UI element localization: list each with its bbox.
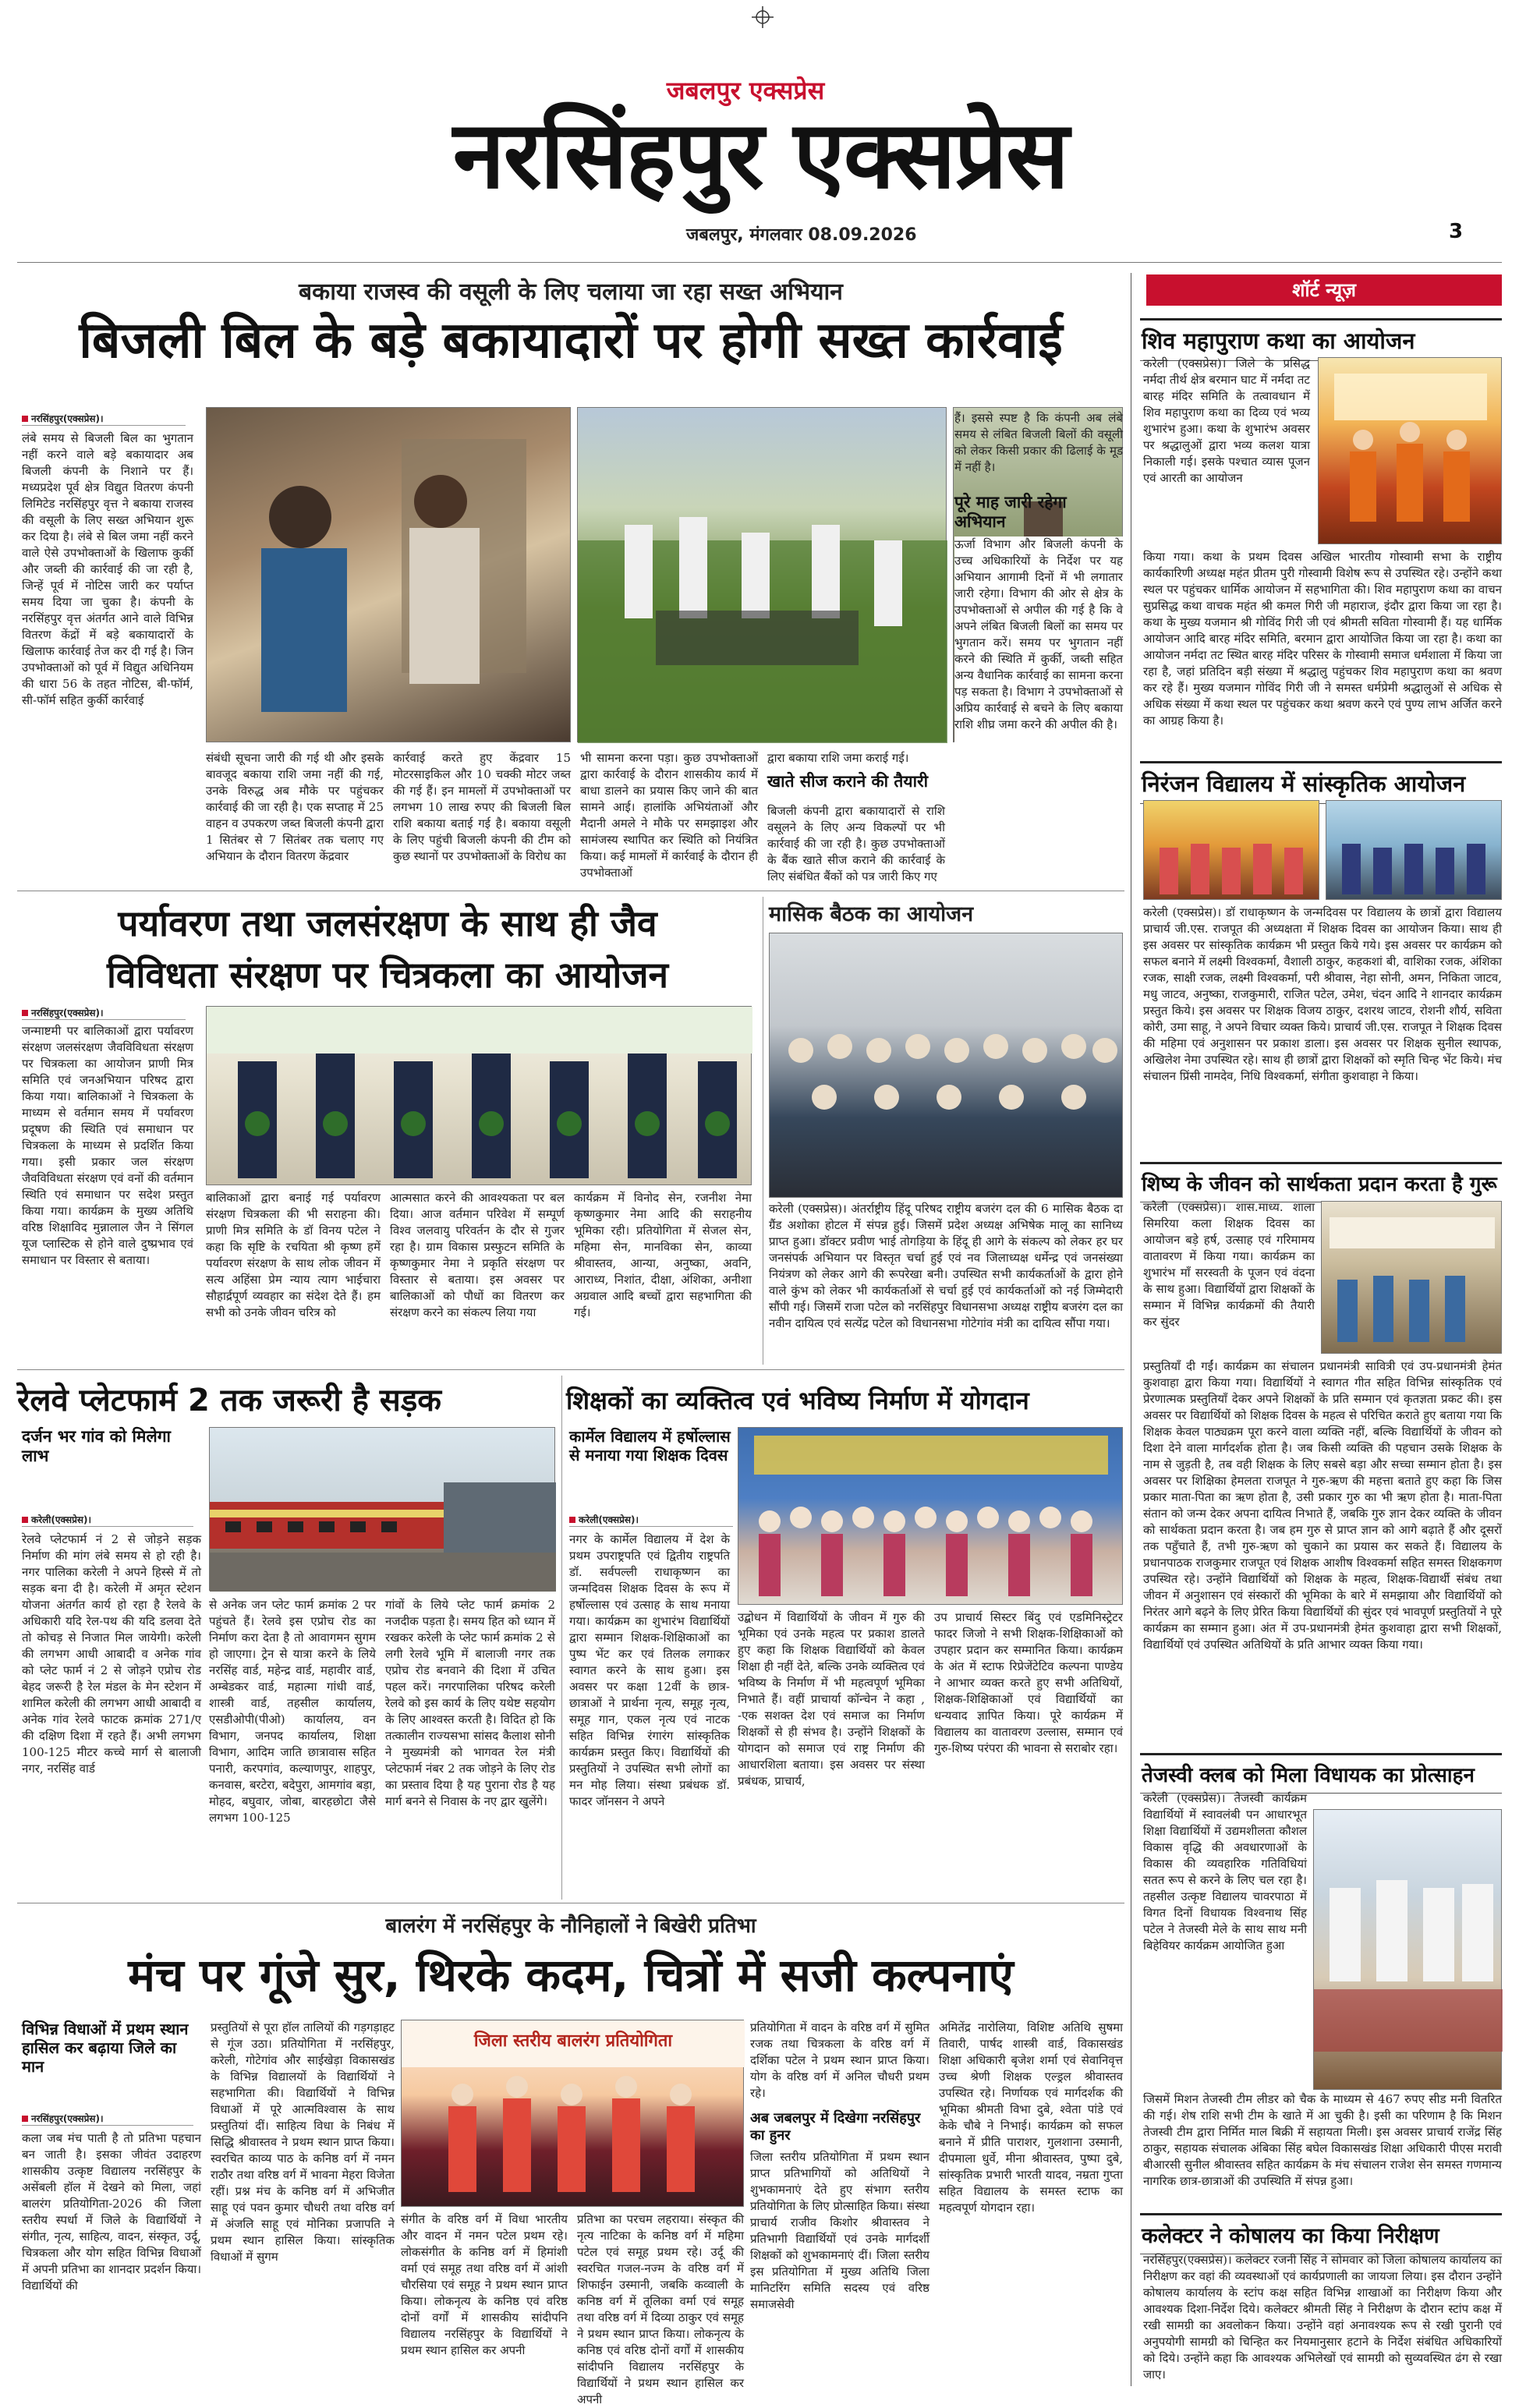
sidebar-item1-headline: शिव महापुराण कथा का आयोजन	[1140, 318, 1502, 361]
story6-byline: नरसिंहपुर(एक्सप्रेस)।	[22, 2112, 193, 2126]
sidebar-item2-headline: निरंजन विद्यालय में सांस्कृतिक आयोजन	[1140, 761, 1502, 804]
story6-col3: संगीत के वरिष्ठ वर्ग में विधा भारतीय और वादन में नमन पटेल प्रथम रहे। लोकसंगीत के कनिष्ठ वर्ग में हिमांशी वर्मा एवं समूह तथा वरिष्ठ वर्ग में आंशी चौरसिया एवं समूह ने प्रथम स्थान प्राप्त किया। लोकनृत्य के कनिष्ठ एवं वरिष्ठ दोनों वर्गों में शासकीय सांदीपनि विद्यालय नरसिंहपुर के विद्यार्थियों ने प्रथम स्थान हासिल कर अपनी	[401, 2212, 568, 2357]
sidebar-tag: शॉर्ट न्यूज़	[1146, 274, 1502, 306]
story4-byline: करेली(एक्सप्रेस)।	[22, 1513, 193, 1527]
masthead-rule	[17, 262, 1502, 263]
divider-story4-story5	[561, 1376, 562, 1900]
story4-col1: रेलवे प्लेटफार्म नं 2 से जोड़ने सड़क निर्माण की मांग लंबे समय से हो रही है। नगर पालिका करेली ने अपने हिस्से में तो सड़क बना दी है। करेली में अमृत स्टेशन योजना अंतर्गत कार्य हो रहा है रेलवे के अधिकारी यदि रेल-पथ की यदि डलवा देते तो कोचड़ से निजात मिल जायेगी। करेली की लगभग आधी आबादी व अनेक गांव को प्लेट फार्म नं 2 से जोड़ने एप्रोच रोड बेहद जरूरी है रेल मंडल के मेन स्टेशन में शामिल करेली की लगभग आधी आबादी व अनेक गांव रेलवे फाटक क्रमांक 271/ए की दक्षिण दिशा में रहते हैं। अभी लगभग 100-125 मीटर कच्चे मार्ग से बालाजी नगर, नरसिंह वार्ड	[22, 1532, 201, 1776]
story1-col2: संबंधी सूचना जारी की गई थी और इसके बावजूद बकाया राशि जमा नहीं की गई, उनके विरुद्ध अब मौके पर पहुंचकर कार्रवाई की जा रही है। एक सप्ताह में 25 वाहन व उपकरण जब्त बिजली कंपनी द्वारा 1 सितंबर से 7 सितंबर तक चलाए गए अभियान के दौरान वितरण केंद्रवार	[206, 751, 384, 863]
masthead-dateline: जबलपुर, मंगलवार 08.09.2026	[686, 225, 917, 245]
story4-col2: से अनेक जन प्लेट फार्म क्रमांक 2 पर पहुंचते हैं। रेलवे इस एप्रोच रोड का निर्माण करा देता है तो आवागमन सुगम हो जाएगा। ट्रेन से यात्रा करने के लिये नरसिंह वार्ड, महेन्द्र वार्ड, महावीर वार्ड, अम्बेडकर वार्ड, महात्मा गांधी वार्ड, शास्त्री वार्ड, तहसील कार्यालय, एसडीओपी(पीओ) कार्यालय, वन विभाग, जनपद कार्यालय, शिक्षा विभाग, आदिम जाति छात्रावास सहित पनारी, करपगांव, कल्याणपुर, शाहपुर, कनवास, बरटेरा, बदेपुरा, आमगांव बड़ा, मोहद, बघुवार, जोबा, बारहछोटा जैसे लगभग 100-125	[209, 1598, 376, 1825]
story6-headline: मंच पर गूंजे सुर, थिरके कदम, चित्रों में सजी कल्पनाएं	[128, 1949, 1014, 2002]
story2-col3: आत्मसात करने की आवश्यकता पर बल दिया। आज वर्तमान परिवेश में सम्पूर्ण विश्व जलवायु परिवर्तन के दौर से गुजर रहा है। ग्राम विकास प्रस्फुटन समिति के कृष्णकुमार नेमा ने प्रकृति संरक्षण पर विस्तार से बताया। इस अवसर पर बालिकाओं को पौधों का वितरण कर संरक्षण करने का संकल्प लिया गया	[390, 1191, 565, 1319]
registration-mark	[752, 6, 774, 28]
page-number: 3	[1449, 220, 1464, 243]
sidebar-item2-text: करेली (एक्सप्रेस)। डॉ राधाकृष्णन के जन्मदिवस पर विद्यालय के छात्रों द्वारा विद्यालय प्राचार्य जी.एस. राजपूत की अध्यक्षता में शिक्षक दिवस का आयोजन किया। साथ ही इस अवसर पर सांस्कृतिक कार्यक्रम भी प्रस्तुत किये गये। इस अवसर पर कार्यक्रम को सफल बनाने में लक्ष्मी विश्वकर्मा, वैशाली ठाकुर, कहकशां बी, वाशिका रजक, अंशिका रजक, साक्षी रजक, लक्ष्मी विश्वकर्मा, परी श्रीवास, नेहा सोनी, अमन, निकिता जाटव, मधु जाटव, अनुष्का, राजकुमारी, राजित पटेल, उमेश, चंदन आदि ने शानदार कार्यक्रम प्रस्तुत किये। इस अवसर पर शिक्षक विजय ठाकुर, दशरथ जाटव, रोशनी शौर्य, सविता कोरी, उमा साहू, ने अपने विचार व्यक्त किये। प्राचार्य जी.एस. राजपूत ने शिक्षक दिवस की महिमा एवं अनुशासन पर प्रकाश डाला। इस अवसर पर शिक्षक सुनील स्थापक, अखिलेश नेमा उपस्थित रहे। साथ ही छात्रों द्वारा शिक्षकों को स्मृति चिन्ह भेंट किये। मंच संचालन प्रिंसी नामदेव, निधि विश्वकर्मा, संगीता कुशवाहा ने किया।	[1143, 905, 1502, 1083]
story1-col6b: ऊर्जा विभाग और बिजली कंपनी के उच्च अधिकारियों के निर्देश पर यह अभियान आगामी दिनों में भी लगातार जारी रहेगा। विभाग की ओर से क्षेत्र के उपभोक्ताओं से अपील की गई है कि वे अपने लंबित बिजली बिलों का समय पर भुगतान करें। समय पर भुगतान नहीं करने की स्थिति में कुर्की, जब्ती सहित अन्य वैधानिक कार्रवाई का सामना करना पड़ सकता है। विभाग ने उपभोक्ताओं से अप्रिय कार्रवाई से बचने के लिए बकाया राशि शीघ्र जमा करने की अपील की है।	[954, 536, 1123, 887]
story1-kicker: बकाया राजस्व की वसूली के लिए चलाया जा रहा सख्त अभियान	[299, 278, 843, 306]
story2-photo-girls-with-plants	[206, 1006, 752, 1185]
story4-subhead: दर्जन भर गांव को मिलेगा लाभ	[22, 1427, 171, 1466]
story4-photo-train	[209, 1427, 555, 1591]
story1-col6-subhead: पूरे माह जारी रहेगा अभियान	[954, 493, 1067, 532]
story2-col2: बालिकाओं द्वारा बनाई गई पर्यावरण संरक्षण चित्रकला की भी सराहना की। प्राणी मित्र समिति के डॉ विनय पटेल ने कहा कि सृष्टि के रचयिता श्री कृष्ण हमें पर्यावरण संरक्षण के साथ लोक जीवन में सत्य अहिंसा प्रेम न्याय त्याग भाईचारा सौहार्द्रपूर्ण व्यवहार का संदेश देते हैं। हम सभी को उनके जीवन चरित्र को	[206, 1191, 381, 1319]
story5-photo-teachers-day	[738, 1427, 1123, 1605]
masthead-supertitle: जबलपुर एक्सप्रेस	[666, 76, 825, 105]
story1-col5b: बिजली कंपनी द्वारा बकायादारों से राशि वसूलने के लिए अन्य विकल्पों पर भी कार्रवाई की जा रही है। कुछ उपभोक्ताओं के बैंक खाते सीज कराने की कार्रवाई के लिए संबंधित बैंकों को पत्र जारी किए गए	[767, 804, 945, 884]
story2-bottom-rule	[17, 1369, 1124, 1370]
sidebar-item3-headline: शिष्य के जीवन को सार्थकता प्रदान करता है गुरू	[1140, 1162, 1502, 1202]
story1-col4: भी सामना करना पड़ा। कुछ उपभोक्ताओं द्वारा कार्रवाई के दौरान शासकीय कार्य में बाधा डालने का प्रयास किए जाने की बात सामने आई। हालांकि अभियंताओं और मैदानी अमले ने मौके पर समझाइश और सामंजस्य स्थापित कर स्थिति को नियंत्रित किया। कई मामलों में कार्रवाई के दौरान ही उपभोक्ताओं	[580, 751, 758, 880]
story2-byline: नरसिंहपुर(एक्सप्रेस)।	[22, 1006, 186, 1020]
story6-kicker: बालरंग में नरसिंहपुर के नौनिहालों ने बिखेरी प्रतिभा	[385, 1914, 756, 1938]
sidebar-item5-text: नरसिंहपुर(एक्सप्रेस)। कलेक्टर रजनी सिंह ने सोमवार को जिला कोषालय कार्यालय का निरीक्षण कर वहां की व्यवस्थाओं एवं कार्यप्रणाली का जायजा लिया। इस दौरान उन्होंने कोषालय कार्यालय के स्टांप कक्ष सहित विभिन्न शाखाओं का निरीक्षण किया और आवश्यक दिशा-निर्देश दिये। कलेक्टर श्रीमती सिंह ने निरीक्षण के दौरान स्टांप कक्ष में रखी सामग्री का अवलोकन किया। उन्होंने वहां अनावश्यक रूप से रखी पुरानी एवं अनुपयोगी सामग्री को चिन्हित कर नियमानुसार हटाने के निर्देश संबंधित अधिकारियों को दिये। उन्होंने कहा कि आवश्यक अभिलेखों एवं सामग्री को सुव्यवस्थित ढंग से रखा जाए।	[1143, 2253, 1502, 2381]
story6-col2: प्रस्तुतियों से पूरा हॉल तालियों की गड़गड़ाहट से गूंज उठा। प्रतियोगिता में नरसिंहपुर, करेली, गोटेगांव और साईखेड़ा विकासखंड के विभिन्न विद्यालयों के विद्यार्थियों ने सहभागिता की। विद्यार्थियों ने विभिन्न विधाओं में पूरे आत्मविश्वास के साथ प्रस्तुतियां दीं। साहित्य विधा के निबंध में सिद्धि श्रीवास्तव ने प्रथम स्थान प्राप्त किया। स्वरचित काव्य पाठ के कनिष्ठ वर्ग में नमन राठौर तथा वरिष्ठ वर्ग में भावना मेहरा विजेता रहीं। प्रश्न मंच के कनिष्ठ वर्ग में अभिजीत साहू एवं पवन कुमार चौधरी तथा वरिष्ठ वर्ग में अंजलि साहू एवं मोनिका प्रजापति ने प्रथम स्थान हासिल किया। सांस्कृतिक विधाओं में सुगम	[211, 2020, 395, 2264]
sidebar-item4-text-bottom: जिसमें मिशन तेजस्वी टीम लीडर को चैक के माध्यम से 467 रुपए सीड मनी वितरित की गई। शेष राशि सभी टीम के खाते में आ चुकी है। इसी का परिणाम है कि मिशन तेजस्वी टीम द्वारा निर्मित माल बिक्री में सहायता मिली। इस अवसर प्राचार्य राजेंद्र सिंह ठाकुर, सहायक संचालक अंबिका सिंह बघेल विकासखंड शिक्षा अधिकारी पीएस मरावी बीआरसी सुनील श्रीवास्तव सहित कार्यक्रम के मंच संचालन राजेश सेन समस्त गणमान्य नागरिक छात्र-छात्राओं की उपस्थिति में संपन्न हुआ।	[1143, 2092, 1502, 2188]
sidebar-item1-photo-katha	[1318, 357, 1502, 544]
sidebar-item4-text-top: करेली (एक्सप्रेस)। तेजस्वी कार्यक्रम विद्यार्थियों में स्वावलंबी पन आधारभूत शिक्षा विद्यार्थियों में उद्यमशीलता कौशल विकास वृद्धि की अवधारणाओं के विकास की व्यवहारिक गतिविधियां सतत रूप से करने के लिए चल रहा है।तहसील उत्कृष्ट विद्यालय चावरपाठा में विगत दिनों विधायक विश्वनाथ सिंह पटेल ने तेजस्वी मेले के साथ साथ मनी बिहेवियर कार्यक्रम आयोजित हुआ	[1143, 1791, 1307, 1953]
story4-headline: रेलवे प्लेटफार्म 2 तक जरूरी है सड़क	[17, 1383, 441, 1418]
story1-headline: बिजली बिल के बड़े बकायादारों पर होगी सख्त कार्रवाई	[79, 312, 1063, 370]
story3-kicker: मासिक बैठक का आयोजन	[769, 902, 974, 926]
story5-col3: उप प्राचार्य सिस्टर बिंदु एवं एडमिनिस्ट्रेटर फादर जिजो ने सभी शिक्षक-शिक्षिकाओं को उपहार प्रदान कर सम्मानित किया। कार्यक्रम के अंत में स्टाफ रिप्रेजेंटेटिव कल्पना पाण्डेय ने आभार व्यक्त करते हुए सभी अतिथियों, शिक्षक-शिक्षिकाओं एवं विद्यार्थियों का धन्यवाद ज्ञापित किया। पूरे कार्यक्रम में विद्यालय का वातावरण उल्लास, सम्मान एवं गुरु-शिष्य परंपरा की भावना से सराबोर रहा।	[934, 1610, 1123, 1755]
sidebar-item3-text-top: करेली (एक्सप्रेस)। शास.माध्य. शाला सिमरिया कला शिक्षक दिवस का आयोजन बड़े हर्ष, उत्साह एवं गरिमामय वातावरण में किया गया। कार्यक्रम का शुभारंभ माँ सरस्वती के पूजन एवं वंदना के साथ हुआ। विद्यार्थियों द्वारा शिक्षकों के सम्मान में विभिन्न कार्यक्रमों की तैयारी कर सुंदर	[1143, 1200, 1315, 1329]
sidebar-item2-photo-right	[1326, 800, 1502, 900]
story5-byline: करेली(एक्सप्रेस)।	[569, 1513, 733, 1527]
story1-col1: लंबे समय से बिजली बिल का भुगतान नहीं करने वाले बड़े बकायादार अब बिजली कंपनी के निशाने पर हैं। मध्यप्रदेश पूर्व क्षेत्र विद्युत वितरण कंपनी लिमिटेड नरसिंहपुर वृत्त ने बकाया राजस्व की वसूली के लिए सख्त अभियान शुरू कर दिया है। लंबे से बिल जमा नहीं करने वाले ऐसे उपभोक्ताओं के खिलाफ कुर्की और जब्ती की कार्रवाई की जा रही है, जिन्हें पूर्व में नोटिस जारी कर पर्याप्त समय दिया जा चुका है। कंपनी के नरसिंहपुर वृत्त अंतर्गत आने वाले विभिन्न वितरण केंद्रों में बड़े बकायादारों के खिलाफ कार्रवाई तेज कर दी गई है। जिन उपभोक्ताओं को पूर्व में विद्युत अधिनियम की धारा 56 के तहत नोटिस, बी-फॉर्म, सी-फॉर्म सहित कुर्की कार्रवाई	[22, 431, 193, 707]
sidebar-item4-photo-mela	[1313, 1809, 1502, 2090]
story5-headline: शिक्षकों का व्यक्तित्व एवं भविष्य निर्माण में योगदान	[566, 1386, 1029, 1415]
story2-col1: जन्माष्टमी पर बालिकाओं द्वारा पर्यावरण संरक्षण जलसंरक्षण जैवविविधता संरक्षण पर चित्रकला का आयोजन प्राणी मित्र समिति एवं जनअभियान परिषद द्वारा किया गया। बालिकाओं ने चित्रकला के माध्यम से वर्तमान समय में पर्यावरण प्रदूषण की स्थिति एवं समाधान पर चित्रकला के माध्यम से प्रदर्शित किया गया। इसी प्रकार जल संरक्षण जैवविविधता संरक्षण एवं वनों की वर्तमान स्थिति एवं समाधान पर सदेश प्रस्तुत किया गया। कार्यक्रम के मुख्य अतिथि वरिष्ठ शिक्षाविद मुन्नालाल जैन ने सिंगल यूज प्लास्टिक से होने वाले दुष्प्रभाव एवं समाधान पर विस्तार से बताया।	[22, 1024, 193, 1267]
story6-poster-text: जिला स्तरीय बालरंग प्रतियोगिता	[473, 2031, 673, 2051]
sidebar-item3-text-bottom: प्रस्तुतियाँ दी गईं। कार्यक्रम का संचालन प्रधानमंत्री सावित्री एवं उप-प्रधानमंत्री हेमंत कुशवाहा द्वारा किया गया। विद्यार्थियों ने स्वागत गीत सहित विभिन्न सांस्कृतिक एवं प्रेरणात्मक प्रस्तुतियाँ देकर अपने शिक्षकों के प्रति सम्मान एवं कृतज्ञता प्रकट की। इस अवसर पर विद्यार्थियों को शिक्षक दिवस के महत्व से परिचित कराते हुए बताया गया कि शिक्षक केवल पाठ्यक्रम पूरा करने वाला व्यक्ति नहीं, बल्कि विद्यार्थियों के जीवन को दिशा देने वाला मार्गदर्शक होता है। जब किसी व्यक्ति की पहचान उसके शिक्षक के नाम से जुड़ती है, तब वही शिक्षक के लिए सबसे बड़ा और सच्चा सम्मान होता है। इस अवसर पर शिक्षिका हेमलता राजपूत ने गुरु-ऋण की महत्ता बताते हुए कहा कि जिस प्रकार माता-पिता का ऋण होता है, उसी प्रकार गुरु का भी ऋण होता है। माता-पिता संतान को जन्म देकर अपना दायित्व निभाते हैं, जबकि गुरु ज्ञान देकर व्यक्ति के जीवन को सार्थकता प्रदान करता है। जब हम गुरु से प्राप्त ज्ञान को आगे बढ़ाते हैं और दूसरों तक पहुँचाते हैं, तभी गुरु-ऋण को चुकाने का प्रयास कर सकते हैं। विद्यालय के प्रधानपाठक राजकुमार राजपूत एवं शिक्षक आशीष विश्वकर्मा सहित समस्त शिक्षकगण उपस्थित रहे। उन्होंने विद्यार्थियों को शिक्षक के महत्व, शिक्षक-विद्यार्थी संबंध तथा जीवन में अनुशासन एवं संस्कारों की भूमिका के बारे में समझाया और विद्यार्थियों को निरंतर आगे बढ़ने के लिए प्रेरित किया विद्यार्थियों की सुंदर एवं भावपूर्ण प्रस्तुतियों ने पूरे कार्यक्रम का सम्मान हुआ। अंत में उप-प्रधानमंत्री हेमंत कुशवाहा द्वारा सभी शिक्षकों, विद्यार्थियों एवं उपस्थित अतिथियों के प्रति आभार व्यक्त किया गया।	[1143, 1359, 1502, 1652]
story2-headline-line2: विविधता संरक्षण पर चित्रकला का आयोजन	[106, 954, 669, 996]
story1-col6a: हैं। इससे स्पष्ट है कि कंपनी अब लंबे समय से लंबित बिजली बिलों की वसूली को लेकर किसी प्रकार की ढिलाई के मूड में नहीं है।	[954, 411, 1123, 474]
story6-photo-stage	[401, 2020, 744, 2207]
story3-text: करेली (एक्सप्रेस)। अंतर्राष्ट्रीय हिंदू परिषद राष्ट्रीय बजरंग दल की 6 मासिक बैठक दा ग्रैंड अशोका होटल में संपन्न हुई। जिसमें प्रदेश अध्यक्ष अभिषेक मालू का सानिध्य प्राप्त हुआ। डॉक्टर प्रवीण भाई तोगड़िया के हिंदू ही आगे के संकल्प को लेकर हर घर जनसंपर्क अभियान पर विस्तृत चर्चा हुई एवं नव जिलाध्यक्ष धर्मेन्द्र एवं जनसंख्या नियंत्रण को लेकर आगे की रूपरेखा बनी। उपस्थित सभी कार्यकर्ताओं के द्वारा होने वाले कुंभ को लेकर भी कार्यकर्ताओं से चर्चा हुई एवं कार्यकर्ताओं को नई जिम्मेदारी सौंपी गई। जिसमें राजा पटेल को नरसिंहपुर विधानसभा अध्यक्ष राष्ट्रीय बजरंग दल का नवीन दायित्व एवं सत्येंद्र पटेल को विधानसभा गोटेगांव मंत्री का दायित्व सौंपा गया।	[769, 1202, 1123, 1330]
sidebar-item1-text-top: करेली (एक्सप्रेस)। जिले के प्रसिद्ध नर्मदा तीर्थ क्षेत्र बरमान घाट में नर्मदा तट बारह मंदिर समिति के तत्वावधान में शिव महापुराण कथा का दिव्य एवं भव्य शुभारंभ हुआ। कथा के शुभारंभ अवसर पर श्रद्धालुओं द्वारा भव्य कलश यात्रा निकाली गई। इसके पश्चात व्यास पूजन एवं आरती का आयोजन	[1143, 356, 1310, 485]
story1-byline: नरसिंहपुर(एक्सप्रेस)।	[22, 412, 186, 426]
story2-headline-line1: पर्यावरण तथा जलसंरक्षण के साथ ही जैव	[118, 902, 657, 944]
story1-col5-subhead: खाते सीज कराने की तैयारी	[767, 772, 929, 791]
sidebar-item2-photo-left	[1143, 800, 1319, 900]
story3-photo-group-meeting	[769, 933, 1123, 1198]
story4-col3: गांवों के लिये प्लेट फार्म क्रमांक 2 नजदीक पड़ता है। समय हित को ध्यान में रखकर करेली के प्लेट फार्म क्रमांक 2 से लगी रेलवे भूमि में बालाजी नगर तक एप्रोच रोड बनवाने की दिशा में उचित पहल करें। नगरपालिका परिषद करेली रेलवे को इस कार्य के लिए यथेष्ट सहयोग के लिए आश्वस्त करती है। विदित हो कि तत्कालीन राज्यसभा सांसद कैलाश सोनी ने मुख्यमंत्री को भागवत रेल मंत्री प्लेटफार्म नंबर 2 तक जोड़ने के लिए रोड का प्रस्ताव दिया है यह पुराना रोड है यह मार्ग बनने से निवास के नए द्वार खुलेंगे।	[385, 1598, 555, 1808]
story6-col4: प्रतिभा का परचम लहराया। संस्कृत की नृत्य नाटिका के कनिष्ठ वर्ग में महिमा पटेल एवं समूह प्रथम रहे। उर्दू की स्वरचित गजल-नज्म के वरिष्ठ वर्ग में शिफाईन उस्मानी, जबकि कव्वाली के कनिष्ठ वर्ग में तूलिका वर्मा एवं समूह तथा वरिष्ठ वर्ग में दिव्या ठाकुर एवं समूह ने प्रथम स्थान प्राप्त किया। लोकनृत्य के कनिष्ठ एवं वरिष्ठ दोनों वर्गों में शासकीय सांदीपनि विद्यालय नरसिंहपुर के विद्यार्थियों ने प्रथम स्थान हासिल कर अपनी	[577, 2212, 744, 2406]
story1-photo-meter-inspection	[206, 407, 571, 742]
story5-subhead: कार्मेल विद्यालय में हर्षोल्लास से मनाया गया शिक्षक दिवस	[569, 1427, 731, 1464]
story1-col3: कार्रवाई करते हुए केंद्रवार 15 मोटरसाइकिल और 10 चक्की मोटर जब्त की गई हैं। इन मामलों में उपभोक्ताओं पर लगभग 10 लाख रुपए की बिजली बिल राशि बकाया बताई गई है। बकाया वसूली के लिए पहुंची बिजली कंपनी की टीम को कुछ स्थानों पर उपभोक्ताओं के विरोध का	[393, 751, 571, 863]
story6-col5: प्रतियोगिता में वादन के वरिष्ठ वर्ग में सुमित रजक तथा चित्रकला के वरिष्ठ वर्ग में दर्शिका पटेल ने प्रथम स्थान प्राप्त किया। योग के वरिष्ठ वर्ग में अनिल चौधरी प्रथम रहे।	[750, 2020, 929, 2100]
story1-col5a: द्वारा बकाया राशि जमा कराई गई।	[767, 751, 909, 765]
masthead-title: नरसिंहपुर एक्सप्रेस	[452, 101, 1068, 210]
story6-col5b: जिला स्तरीय प्रतियोगिता में प्रथम स्थान प्राप्त प्रतिभागियों को अतिथियों ने शुभकामनाएं देते हुए संभाग स्तरीय प्रतियोगिता के लिए प्रोत्साहित किया। संस्था प्राचार्य राजीव किशोर श्रीवास्तव ने प्रतिभागी विद्यार्थियों एवं उनके मार्गदर्शी शिक्षकों को शुभकामनाएं दीं। जिला स्तरीय इस प्रतियोगिता में मुख्य अतिथि जिला मानिटरिंग समिति सदस्य एवं वरिष्ठ समाजसेवी	[750, 2150, 929, 2311]
sidebar-item4-headline: तेजस्वी क्लब को मिला विधायक का प्रोत्साहन	[1140, 1753, 1502, 1794]
story1-photo-field-team	[577, 407, 947, 742]
story6-col1: कला जब मंच पाती है तो प्रतिभा पहचान बन जाती है। इसका जीवंत उदाहरण शासकीय उत्कृष्ट विद्यालय नरसिंहपुर के असेंबली हॉल में देखने को मिला, जहां बालरंग प्रतियोगिता-2026 की जिला स्तरीय स्पर्धा में जिले के विद्यार्थियों ने संगीत, नृत्य, साहित्य, वादन, संस्कृत, उर्दू, चित्रकला और योग सहित विभिन्न विधाओं में अपनी प्रतिभा का शानदार प्रदर्शन किया। विद्यार्थियों की	[22, 2131, 201, 2293]
sidebar-item1-text-bottom: किया गया। कथा के प्रथम दिवस अखिल भारतीय गोस्वामी सभा के राष्ट्रीय कार्यकारिणी अध्यक्ष महंत प्रीतम पुरी गोस्वामी विशेष रूप से उपस्थित रहे। उन्होंने कथा स्थल पर पहुंचकर धार्मिक आयोजन में सहभागिता की। शिव महापुराण कथा का वाचन सुप्रसिद्ध कथा वाचक महंत श्री कमल गिरी जी महाराज, इंदौर द्वारा किया जा रहा है। कथा के मुख्य यजमान श्री गोविंद गिरी जी एवं श्रीमती सविता गोस्वामी हैं। यह धार्मिक आयोजन आदि बारह मंदिर समिति, बरमान द्वारा आयोजित किया जा रहा है। कथा का आयोजन नर्मदा तट स्थित बारह मंदिर परिसर के गोस्वामी समाज धर्मशाला में किया जा रहा है, जहां प्रतिदिन बड़ी संख्या में श्रद्धालु पहुंचकर शिव महापुराण कथा का श्रवण कर रहे हैं। मुख्य यजमान गोविंद गिरी जी ने समस्त धर्मप्रेमी श्रद्धालुओं से अधिक से अधिक संख्या में कथा स्थल पर पहुंचकर कथा श्रवण करने एवं पुण्य लाभ अर्जित करने का आग्रह किया है।	[1143, 550, 1502, 728]
sidebar-item5-headline: कलेक्टर ने कोषालय का किया निरीक्षण	[1140, 2213, 1502, 2254]
story6-col5-subhead: अब जबलपुर में दिखेगा नरसिंहपुर का हुनर	[750, 2110, 921, 2144]
story2-col4: कार्यक्रम में विनोद सेन, रजनीश नेमा कृष्णकुमार नेमा आदि की सराहनीय भूमिका रही। प्रतियोगिता में सेजल सेन, महिमा सेन, मानविका सेन, काव्या श्रीवास्तव, आन्या, अनुष्का, अवनि, आराध्य, निशांत, दीक्षा, अंशिका, अनीशा अग्रवाल आदि बच्चों द्वारा सहभागिता की गई।	[574, 1191, 752, 1319]
story5-col1: नगर के कार्मेल विद्यालय में देश के प्रथम उपराष्ट्रपति एवं द्वितीय राष्ट्रपति डॉ. सर्वपल्ली राधाकृष्णन का जन्मदिवस शिक्षक दिवस के रूप में हर्षोल्लास एवं उत्साह के साथ मनाया गया। कार्यक्रम का शुभारंभ विद्यार्थियों द्वारा सम्मान शिक्षक-शिक्षिकाओं का पुष्प भेंट कर एवं तिलक लगाकर स्वागत करने के साथ हुआ। इस अवसर पर कक्षा 12वीं के छात्र-छात्राओं ने प्रार्थना नृत्य, समूह नृत्य, समूह गान, एकल नृत्य एवं नाटक सहित विभिन्न रंगारंग सांस्कृतिक कार्यक्रम प्रस्तुत किए। विद्यार्थियों की प्रस्तुतियों ने उपस्थित सभी लोगों का मन मोह लिया। संस्था प्रबंधक डॉ. फादर जॉनसन ने अपने	[569, 1532, 730, 1808]
story6-subhead: विभिन्न विधाओं में प्रथम स्थान हासिल कर बढ़ाया जिले का मान	[22, 2020, 189, 2076]
story5-col2: उद्बोधन में विद्यार्थियों के जीवन में गुरु की भूमिका एवं उनके महत्व पर प्रकाश डालते हुए कहा कि शिक्षक विद्यार्थियों को केवल शिक्षा ही नहीं देते, बल्कि उनके व्यक्तित्व एवं भविष्य के निर्माण में भी महत्वपूर्ण भूमिका निभाते हैं। वहीं प्राचार्या कॉन्चेन ने कहा , -एक सशक्त देश एवं समाज का निर्माण शिक्षकों से ही संभव है। उन्होंने शिक्षकों के योगदान को समाज एवं राष्ट्र निर्माण की आधारशिला बताया। इस अवसर पर संस्था प्रबंधक, प्राचार्य,	[738, 1610, 925, 1788]
story6-col6: अमितेंद्र नारोलिया, विशिष्ट अतिथि सुषमा तिवारी, पार्षद शास्त्री वार्ड, विकासखंड शिक्षा अधिकारी बृजेश शर्मा एवं सेवानिवृत्त उच्च श्रेणी शिक्षक एल्ड्रल श्रीवास्तव उपस्थित रहे। निर्णायक एवं मार्गदर्शक की भूमिका श्रीमती विभा दुबे, श्वेता पांडे एवं केके चौबे ने निभाई। कार्यक्रम को सफल बनाने में प्रीति पाराशर, गुलशाना उस्मानी, दीपमाला धुर्वे, मीना श्रीवास्तव, पुष्पा दुबे, सांस्कृतिक प्रभारी भारती यादव, नम्रता गुप्ता सहित विद्यालय के समस्त स्टाफ का महत्वपूर्ण योगदान रहा।	[939, 2020, 1123, 2215]
sidebar-item3-photo-school	[1321, 1201, 1502, 1354]
